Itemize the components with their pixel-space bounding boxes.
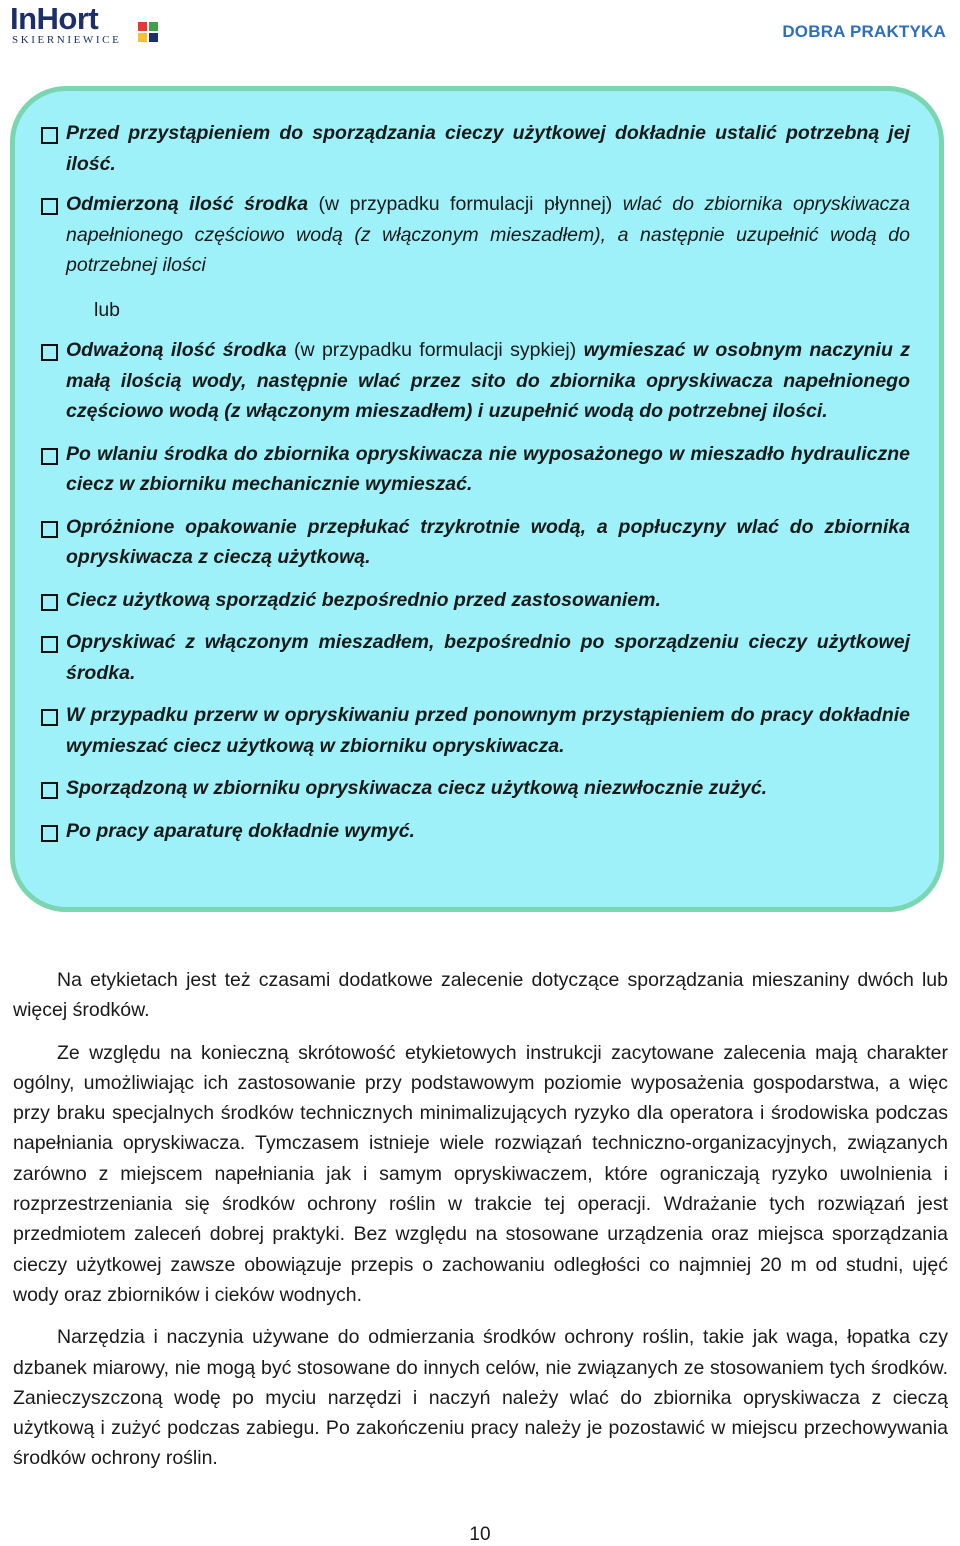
checkbox-icon xyxy=(41,782,58,799)
item-text xyxy=(66,820,415,842)
text-run: Po pracy aparaturę dokładnie wymyć. xyxy=(66,819,415,842)
checkbox-icon xyxy=(41,521,58,538)
item-text xyxy=(66,631,910,684)
text-run: wymieszać w osobnym naczyniu z małą ilością wody, następnie wlać przez sito do zbiornika opryskiwacza napełnionego częściowo wodą (z włączonym mieszadłem) i uzupełnić wodą do potrzebnej ilości. xyxy=(66,339,910,422)
text-run: Odmierzoną ilość środka xyxy=(66,193,309,215)
item-text xyxy=(66,122,910,175)
text-run: (w przypadku formulacji sypkiej) xyxy=(286,339,584,361)
checklist-item xyxy=(66,585,910,616)
item-text xyxy=(66,193,910,276)
checkbox-icon xyxy=(41,127,58,144)
logo-wordmark: InHort xyxy=(10,1,99,36)
text-run: Sporządzoną w zbiorniku opryskiwacza ciecz użytkową niezwłocznie zużyć. xyxy=(66,777,768,799)
item-text xyxy=(66,443,910,496)
checkbox-icon xyxy=(41,825,58,842)
text-run: Odważoną ilość środka xyxy=(66,339,287,361)
logo-subtitle: SKIERNIEWICE xyxy=(12,34,122,46)
checklist-item xyxy=(66,512,910,573)
paragraph: Narzędzia i naczynia używane do odmierzania środków ochrony roślin, takie jak waga, łopatka czy dzbanek miarowy, nie mogą być stosowane do innych celów, nie związanych ze stosowaniem tych środków. Zanieczyszczoną wodę po myciu narzędzi i naczyń należy wlać do zbiornika opryskiwacza z cieczą użytkową i zużyć podczas zabiegu. Po zakończeniu pracy należy je pozostawić w miejscu przechowywania środków ochrony roślin. xyxy=(13,1326,948,1470)
text-run: Opryskiwać z włączonym mieszadłem, bezpośrednio po sporządzeniu cieczy użytkowej środka. xyxy=(66,631,910,684)
item-text xyxy=(66,516,910,569)
paragraph: Ze względu na konieczną skrótowość etykietowych instrukcji zacytowane zalecenia mają charakter ogólny, umożliwiając ich zastosowanie przy podstawowym poziomie wyposażenia gospodarstwa, a więc przy braku specjalnych środków technicznych minimalizujących ryzyko dla operatora i środowiska podczas napełniania opryskiwacza. Tymczasem istnieje wiele rozwiązań techniczno-organizacyjnych, związanych zarówno z miejscem napełniania jak i samym opryskiwaczem, które ograniczają ryzyko uwolnienia i rozprzestrzeniania się środków ochrony roślin w trakcie tej operacji. Wdrażanie tych rozwiązań jest przedmiotem zaleceń dobrej praktyki. Bez względu na stosowane urządzenia oraz miejsca sporządzania cieczy użytkowej zawsze obowiązuje przepis o zachowaniu odległości co najmniej 20 m od studni, ujęć wody oraz zbiorników i cieków wodnych. xyxy=(13,1041,948,1306)
page-number: 10 xyxy=(469,1524,491,1545)
item-text xyxy=(66,777,767,799)
checkbox-icon xyxy=(41,448,58,465)
text-run: Po wlaniu środka do zbiornika opryskiwacza nie wyposażonego w mieszadło hydrauliczne ciecz w zbiorniku mechanicznie wymieszać. xyxy=(66,442,910,495)
item-text xyxy=(66,704,910,757)
checkbox-icon xyxy=(41,198,58,215)
text-run: W przypadku przerw w opryskiwaniu przed ponownym przystąpieniem do pracy dokładnie wymieszać ciecz użytkową w zbiorniku opryskiwacza. xyxy=(66,704,910,757)
checklist xyxy=(66,118,910,846)
checkbox-icon xyxy=(41,594,58,611)
item-text xyxy=(66,589,661,611)
checklist-item xyxy=(66,439,910,500)
checklist-item xyxy=(66,773,910,804)
text-run: (w przypadku formulacji płynnej) xyxy=(308,193,623,215)
body-text xyxy=(13,965,948,1486)
paragraph: Na etykietach jest też czasami dodatkowe zalecenie dotyczące sporządzania mieszaniny dwóch lub więcej środków. xyxy=(13,969,948,1022)
checklist-item xyxy=(66,700,910,761)
logo-squares-icon xyxy=(138,22,160,44)
checklist-item xyxy=(66,816,910,847)
text-run: Przed przystąpieniem do sporządzania cieczy użytkowej dokładnie ustalić potrzebną jej ilość. xyxy=(66,122,910,175)
text-run: Opróżnione opakowanie przepłukać trzykrotnie wodą, a popłuczyny wlać do zbiornika opryskiwacza z cieczą użytkową. xyxy=(66,515,910,568)
checkbox-icon xyxy=(41,344,58,361)
section-title: DOBRA PRAKTYKA xyxy=(782,22,946,41)
checkbox-icon xyxy=(41,636,58,653)
checkbox-icon xyxy=(41,709,58,726)
checklist-item xyxy=(66,189,910,281)
text-run: wlać do zbiornika opryskiwacza napełnionego częściowo wodą (z włączonym mieszadłem), a następnie uzupełnić wodą do potrzebnej ilości xyxy=(66,193,911,276)
text-run: Ciecz użytkową sporządzić bezpośrednio przed zastosowaniem. xyxy=(66,588,661,611)
item-text xyxy=(66,339,910,422)
checklist-item xyxy=(66,335,910,427)
or-separator: lub xyxy=(94,298,121,321)
checklist-item xyxy=(66,118,910,179)
checklist-item xyxy=(66,627,910,688)
inhort-logo xyxy=(10,1,160,48)
